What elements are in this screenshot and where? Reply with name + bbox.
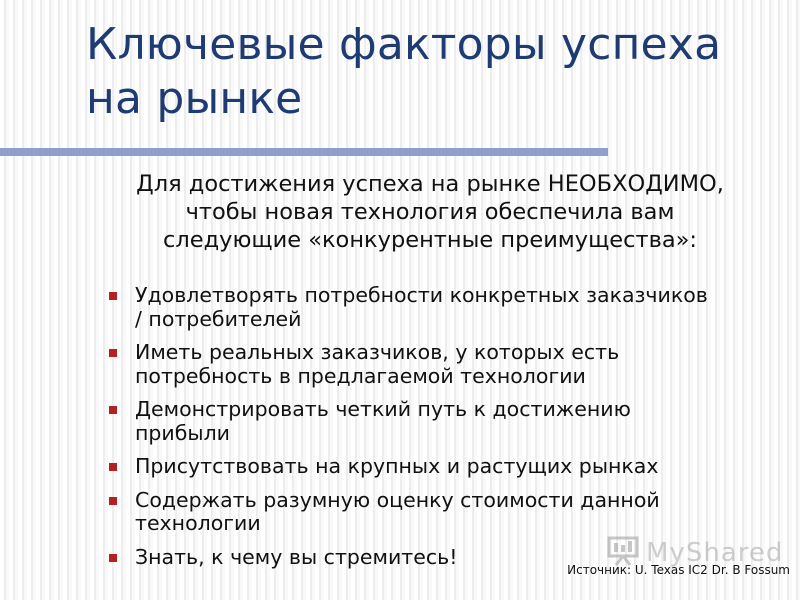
bullet-5-line-1: Содержать разумную оценку стоимости данной [135, 487, 660, 512]
bullet-1-line-2: / потребителей [135, 306, 302, 331]
intro-line-1: Для достижения успеха на рынке НЕОБХОДИМО, [136, 171, 724, 197]
bullet-item-1 [100, 284, 780, 331]
square-bullet-icon [109, 349, 117, 357]
title-line-2: на рынке [86, 73, 303, 124]
bullet-2-line-2: потребность в предлагаемой технологии [135, 363, 586, 388]
bullet-3-line-1: Демонстрировать четкий путь к достижению [135, 397, 631, 421]
bullet-item-3 [100, 398, 780, 445]
square-bullet-icon [109, 554, 117, 562]
watermark-text: MyShared [646, 538, 784, 568]
slide-title [86, 18, 786, 126]
bullet-item-4 [100, 455, 780, 479]
bullet-4-line-1: Присутствовать на крупных и растущих рынках [135, 454, 659, 478]
bullet-2-line-1: Иметь реальных заказчиков, у которых есть [135, 340, 620, 364]
square-bullet-icon [109, 292, 117, 300]
intro-paragraph [80, 170, 780, 254]
square-bullet-icon [109, 406, 117, 414]
bullet-3-line-2: прибыли [135, 420, 230, 445]
bullet-list [100, 284, 780, 579]
square-bullet-icon [109, 463, 117, 471]
bullet-item-5 [100, 489, 780, 536]
bullet-1-line-1: Удовлетворять потребности конкретных заказчиков [135, 283, 708, 307]
title-line-1: Ключевые факторы успеха [86, 19, 722, 70]
bullet-5-line-2: технологии [135, 511, 261, 535]
bullet-6-line-1: Знать, к чему вы стремитесь! [135, 544, 458, 569]
intro-line-3: следующие «конкурентные преимущества»: [162, 227, 698, 253]
square-bullet-icon [109, 497, 117, 505]
source-note: Источник: U. Texas IC2 Dr. B Fossum [567, 563, 790, 577]
title-divider [0, 148, 608, 156]
intro-line-2: чтобы новая технология обеспечила вам [185, 199, 675, 225]
bullet-item-2 [100, 341, 780, 388]
